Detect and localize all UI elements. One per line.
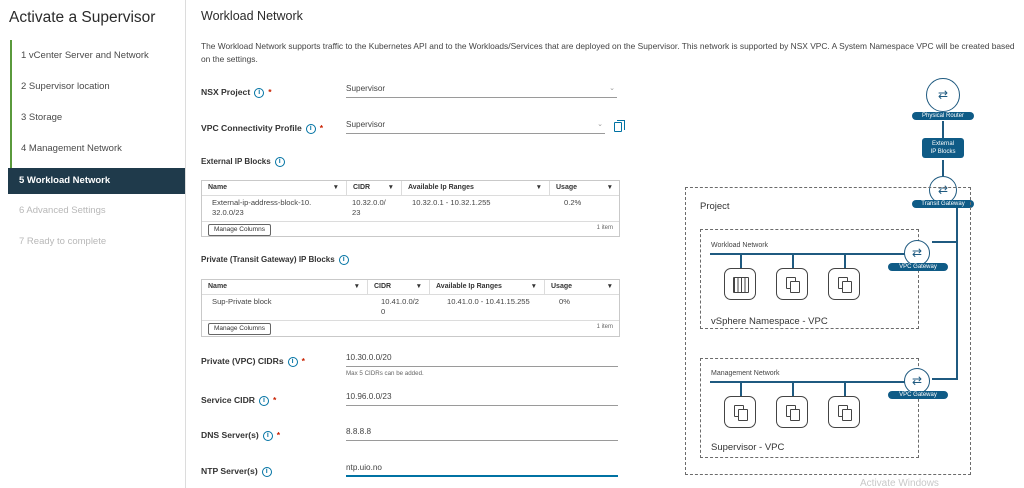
row-cidr-line2: 23 [352,208,361,217]
link-line [932,378,957,380]
link-line [942,121,944,139]
workload-network-label: Workload Network [711,242,769,249]
table-row[interactable]: Sup-Private block [212,297,272,306]
step-supervisor-location[interactable]: 2 Supervisor location [21,81,110,92]
workload-icon [828,268,860,300]
private-ip-blocks-label-text: Private (Transit Gateway) IP Blocks [201,255,335,265]
router-icon [926,78,960,112]
vpc-gateway-label: VPC Gateway [888,263,948,271]
required-marker: * [319,123,324,133]
external-ip-blocks-label [201,157,285,167]
filter-icon[interactable]: ▼ [387,184,394,191]
header-divider [202,195,619,196]
column-header-cidr[interactable] [347,181,402,195]
row-name-line1: External-ip-address-block-10. [212,198,312,207]
chevron-down-icon: ⌄ [609,85,615,92]
column-header-label: CIDR [374,283,392,290]
private-cidrs-hint: Max 5 CIDRs can be added. [346,370,424,377]
vpc-profile-value: Supervisor [346,120,386,129]
grid-footer [202,221,619,237]
step-management-network[interactable]: 4 Management Network [21,143,122,154]
table-row[interactable] [212,198,311,218]
column-header-usage[interactable] [550,181,620,195]
grid-footer [202,320,619,336]
link-line [792,381,794,396]
transit-gateway-label: Transit Gateway [912,200,974,208]
column-header-label: Name [208,283,228,290]
filter-icon[interactable]: ▼ [606,184,613,191]
dns-servers-label-text: DNS Server(s) [201,430,259,440]
external-ip-blocks-tag [922,138,964,158]
row-cidr [381,297,419,317]
required-marker: * [268,87,272,97]
link-line [740,253,742,268]
nsx-project-select[interactable] [346,84,617,98]
info-icon[interactable]: i [263,431,273,441]
row-ranges: 10.32.0.1 - 10.32.1.255 [412,198,491,207]
external-ip-blocks-grid [201,180,620,237]
copy-icon[interactable] [614,122,622,132]
vpc-profile-label [201,123,323,134]
filter-icon[interactable]: ▼ [535,184,542,191]
info-icon[interactable]: i [306,124,316,134]
vsphere-namespace-label: vSphere Namespace - VPC [711,316,828,327]
manage-columns-button[interactable]: Manage Columns [208,323,271,335]
page-title: Workload Network [201,9,303,23]
ntp-servers-input[interactable]: ntp.uio.no [346,463,618,477]
column-header-label: Usage [556,184,578,191]
info-icon[interactable]: i [339,255,349,265]
column-header-usage[interactable] [545,280,620,294]
ntp-servers-label [201,466,272,477]
private-ip-blocks-label [201,255,349,265]
private-ip-blocks-grid [201,279,620,337]
service-cidr-label [201,395,276,406]
row-cidr [352,198,386,218]
link-line [844,381,846,396]
nsx-project-label [201,87,272,98]
workload-icon [776,268,808,300]
column-header-label: Usage [551,283,573,290]
column-header-name[interactable] [202,181,347,195]
private-cidrs-label [201,356,305,367]
project-label: Project [700,201,730,212]
workload-icon [776,396,808,428]
item-count: 1 item [596,324,613,330]
server-icon [724,268,756,300]
supervisor-vpc-label: Supervisor - VPC [711,442,785,453]
step-storage[interactable]: 3 Storage [21,112,63,123]
external-ip-blocks-label-text: External IP Blocks [201,157,271,167]
vpc-profile-label-text: VPC Connectivity Profile [201,123,302,133]
column-header-label: Available Ip Ranges [436,283,502,290]
step-ready-to-complete: 7 Ready to complete [19,236,107,247]
required-marker: * [301,356,305,366]
dns-servers-input[interactable]: 8.8.8.8 [346,427,618,441]
info-icon[interactable]: i [275,157,285,167]
column-header-name[interactable] [202,280,368,294]
wizard-steps [10,40,185,180]
column-header-available-ranges[interactable] [402,181,550,195]
row-usage: 0% [559,297,570,306]
vpc-profile-select[interactable] [346,120,605,134]
page-description: The Workload Network supports traffic to the Kubernetes API and to the Workloads/Services that are deployed on the Supervisor. This network is supported by NSX VPC. A System Namespace VPC will be created based on the settings. [201,41,1015,64]
service-cidr-input[interactable]: 10.96.0.0/23 [346,392,618,406]
nsx-project-value: Supervisor [346,84,386,93]
external-ip-tag-line1: External [931,141,954,147]
filter-icon[interactable]: ▼ [606,283,613,290]
link-line [942,160,944,176]
chevron-down-icon: ⌄ [597,121,603,128]
ntp-servers-label-text: NTP Server(s) [201,466,258,476]
vpc-gateway-label: VPC Gateway [888,391,948,399]
filter-icon[interactable]: ▼ [530,283,537,290]
info-icon[interactable]: i [288,357,298,367]
link-line [844,253,846,268]
workload-icon [724,396,756,428]
column-header-label: Available Ip Ranges [408,184,474,191]
wizard-sidebar [0,0,186,488]
workload-icon [828,396,860,428]
filter-icon[interactable]: ▼ [353,283,360,290]
row-name-line2: 32.0.0/23 [212,208,244,217]
service-cidr-label-text: Service CIDR [201,395,255,405]
private-cidrs-input[interactable]: 10.30.0.0/20 [346,353,618,367]
private-cidrs-label-text: Private (VPC) CIDRs [201,356,284,366]
row-usage: 0.2% [564,198,582,207]
header-divider [202,294,619,295]
nsx-project-label-text: NSX Project [201,87,251,97]
manage-columns-button[interactable]: Manage Columns [208,224,271,236]
step-advanced-settings: 6 Advanced Settings [19,205,106,216]
row-ranges: 10.41.0.0 - 10.41.15.255 [447,297,530,306]
required-marker: * [276,430,281,440]
column-header-label: CIDR [353,184,371,191]
info-icon[interactable]: i [262,467,272,477]
step-workload-network[interactable]: 5 Workload Network [8,168,185,194]
required-marker: * [272,395,277,405]
link-line [956,208,958,380]
network-topology-diagram [680,70,980,488]
row-cidr-line1: 10.41.0.0/2 [381,297,420,306]
dns-servers-label [201,430,280,441]
external-ip-tag-line2: IP Blocks [930,149,956,155]
row-cidr-line1: 10.32.0.0/ [352,198,386,207]
link-line [740,381,742,396]
physical-router-label: Physical Router [912,112,974,120]
column-header-label: Name [208,184,228,191]
column-header-available-ranges[interactable] [430,280,545,294]
row-cidr-line2: 0 [381,307,386,316]
info-icon[interactable]: i [259,396,269,406]
filter-icon[interactable]: ▼ [415,283,422,290]
info-icon[interactable]: i [254,88,264,98]
step-vcenter-server-and-network[interactable]: 1 vCenter Server and Network [21,50,149,61]
management-network-label: Management Network [711,370,780,377]
filter-icon[interactable]: ▼ [332,184,339,191]
column-header-cidr[interactable] [368,280,430,294]
link-line [792,253,794,268]
link-line [932,241,957,243]
activate-windows-watermark: Activate Windows [860,478,939,488]
wizard-title: Activate a Supervisor [9,9,156,26]
item-count: 1 item [596,225,613,231]
